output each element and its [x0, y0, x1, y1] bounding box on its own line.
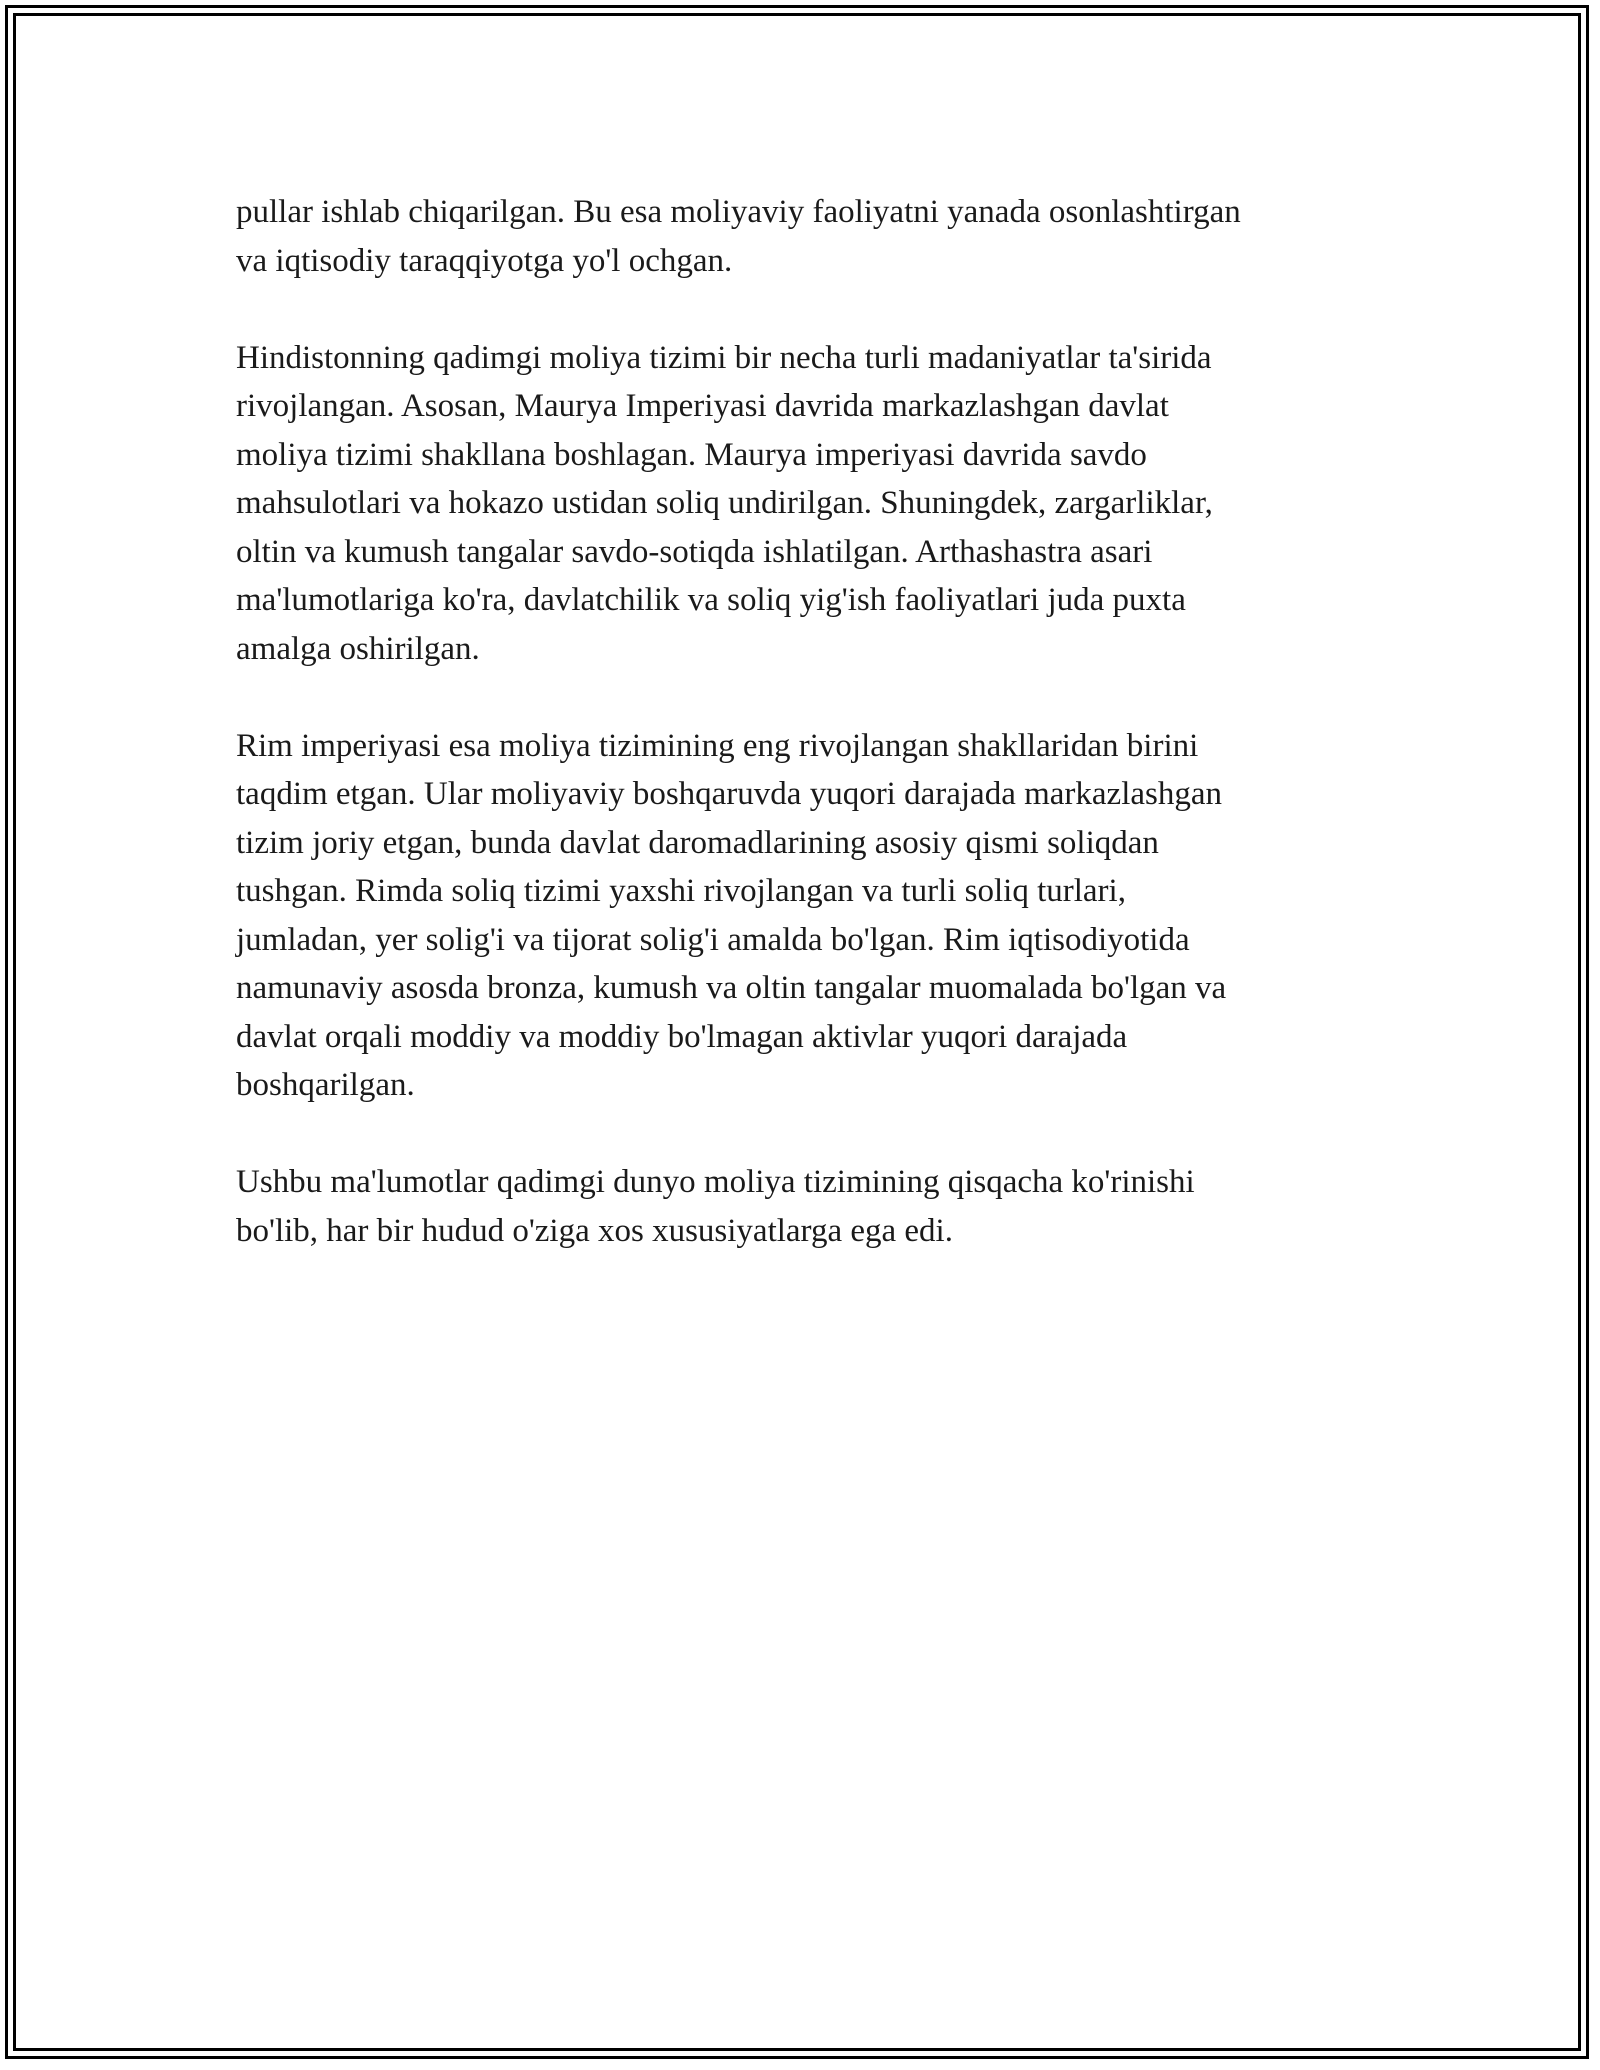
- document-body: [236, 188, 1366, 1304]
- paragraph-conclusion: Ushbu ma'lumotlar qadimgi dunyo moliya tizimining qisqacha ko'rinishi bo'lib, har bir hudud o'ziga xos xususiyatlarga ega edi.: [236, 1164, 1195, 1249]
- paragraph-india: Hindistonning qadimgi moliya tizimi bir necha turli madaniyatlar ta'sirida rivojlangan. Asosan, Maurya Imperiyasi davrida markazlashgan davlat moliya tizimi shakllana boshlagan. Maurya imperiyasi davrida savdo mahsulotlari va hokazo ustidan soliq undirilgan. Shuningdek, zargarliklar, oltin va kumush tangalar savdo-sotiqda ishlatilgan. Arthashastra asari ma'lumotlariga ko'ra, davlatchilik va soliq yig'ish faoliyatlari juda puxta amalga oshirilgan.: [236, 339, 1213, 667]
- paragraph-intro-continuation: pullar ishlab chiqarilgan. Bu esa moliyaviy faoliyatni yanada osonlashtirgan va iqtisodiy taraqqiyotga yo'l ochgan.: [236, 194, 1241, 279]
- paragraph-rome: Rim imperiyasi esa moliya tizimining eng rivojlangan shakllaridan birini taqdim etgan. Ular moliyaviy boshqaruvda yuqori darajada markazlashgan tizim joriy etgan, bunda davlat daromadlarining asosiy qismi soliqdan tushgan. Rimda soliq tizimi yaxshi rivojlangan va turli soliq turlari, jumladan, yer solig'i va tijorat solig'i amalda bo'lgan. Rim iqtisodiyotida namunaviy asosda bronza, kumush va oltin tangalar muomalada bo'lgan va davlat orqali moddiy va moddiy bo'lmagan aktivlar yuqori darajada boshqarilgan.: [236, 727, 1227, 1103]
